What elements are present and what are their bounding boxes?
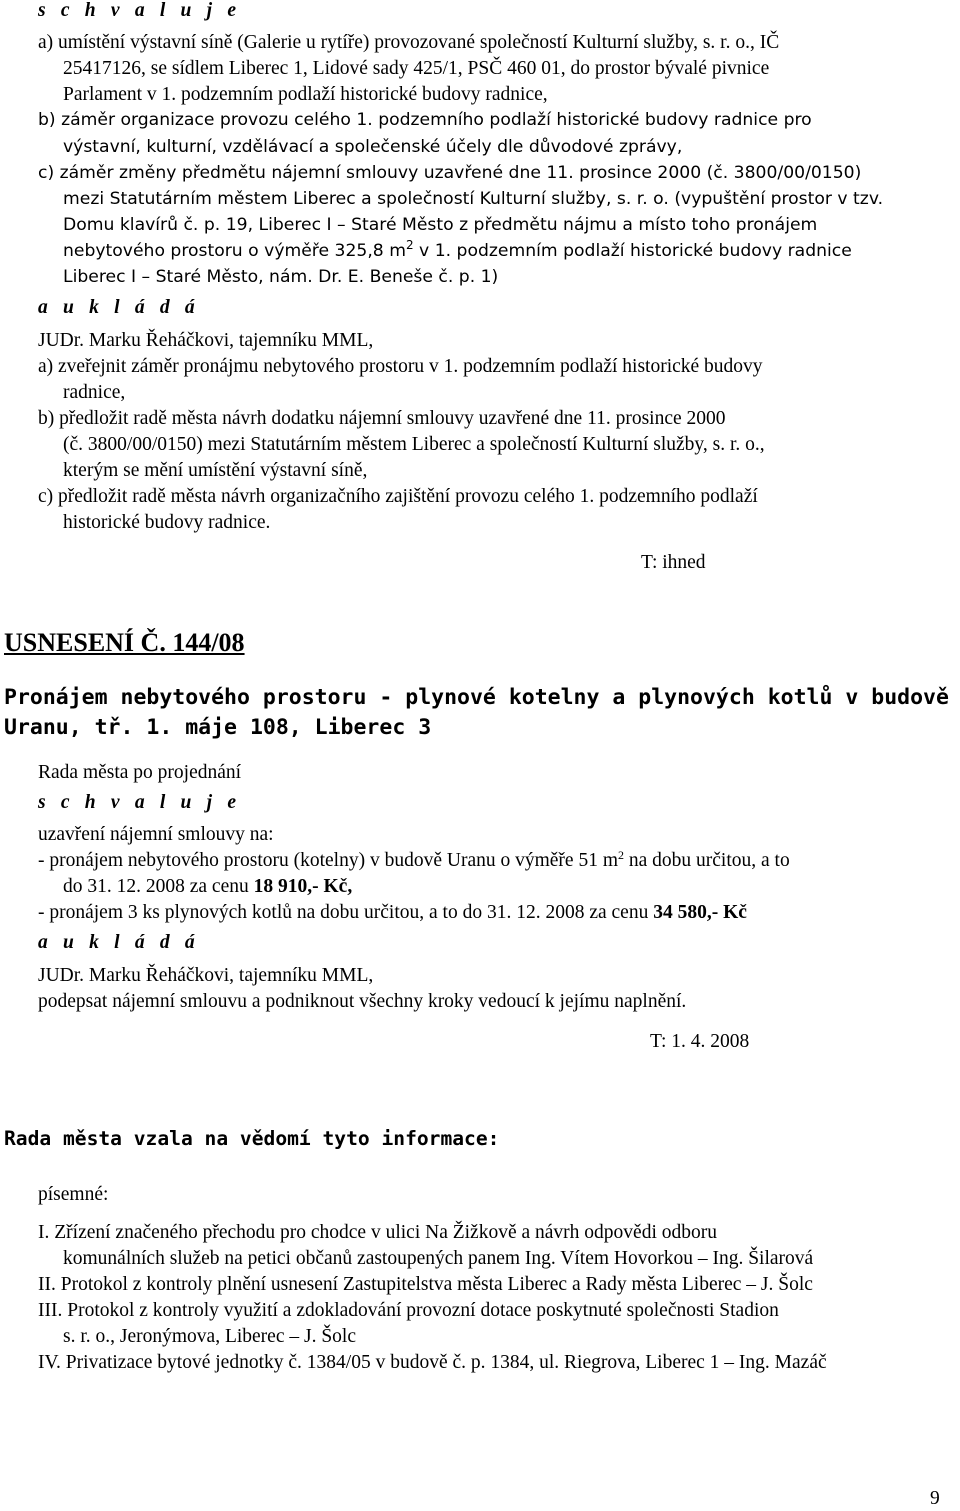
- text-line: JUDr. Marku Řeháčkovi, tajemníku MML,: [38, 965, 374, 986]
- text-line: JUDr. Marku Řeháčkovi, tajemníku MML,: [38, 330, 374, 351]
- list-item: II. Protokol z kontroly plnění usnesení Zastupitelstva města Liberec a Rady města Liberec – J. Šolc: [38, 1274, 813, 1295]
- list-item: III. Protokol z kontroly využití a zdokladování provozní dotace poskytnuté společnosti Stadion: [38, 1300, 779, 1321]
- text-line: b) záměr organizace provozu celého 1. podzemního podlaží historické budovy radnice pro: [38, 110, 812, 130]
- list-item: IV. Privatizace bytové jednotky č. 1384/05 v budově č. p. 1384, ul. Riegrova, Liberec 1 – Ing. Mazáč: [38, 1352, 827, 1373]
- text-line: mezi Statutárním městem Liberec a společností Kulturní služby, s. r. o. (vypuštění prostor v tzv.: [63, 189, 884, 209]
- resolution-subject: Uranu, tř. 1. máje 108, Liberec 3: [4, 715, 432, 740]
- orders-heading: a u k l á d á: [38, 297, 200, 318]
- page-number: 9: [930, 1488, 940, 1509]
- text-line: - pronájem 3 ks plynových kotlů na dobu určitou, a to do 31. 12. 2008 za cenu 34 580,- Kč: [38, 902, 747, 923]
- text-line: c) předložit radě města návrh organizačního zajištění provozu celého 1. podzemního podlaží: [38, 486, 758, 507]
- text-line: kterým se mění umístění výstavní síně,: [63, 460, 368, 481]
- text-line: uzavření nájemní smlouvy na:: [38, 824, 274, 845]
- text-line: Rada města po projednání: [38, 762, 242, 783]
- text-line: (č. 3800/00/0150) mezi Statutárním městem Liberec a společností Kulturní služby, s. r. o.,: [63, 434, 765, 455]
- text-line: b) předložit radě města návrh dodatku nájemní smlouvy uzavřené dne 11. prosince 2000: [38, 408, 726, 429]
- text-line: výstavní, kulturní, vzdělávací a společenské účely dle důvodové zprávy,: [63, 137, 683, 157]
- text-line: a) zveřejnit záměr pronájmu nebytového prostoru v 1. podzemním podlaží historické budovy: [38, 356, 763, 377]
- text-line: Domu klavírů č. p. 19, Liberec I – Staré Město z předmětu nájmu a místo toho pronájem: [63, 215, 818, 235]
- list-item: komunálních služeb na petici občanů zastoupených panem Ing. Vítem Hovorkou – Ing. Šilarová: [63, 1248, 814, 1269]
- text-line: a) umístění výstavní síně (Galerie u rytíře) provozované společností Kulturní služby, s. r. o., IČ: [38, 32, 780, 53]
- information-heading: Rada města vzala na vědomí tyto informace:: [4, 1127, 500, 1150]
- approves-heading: s c h v a l u j e: [38, 0, 242, 21]
- text-line: historické budovy radnice.: [63, 512, 271, 533]
- list-item: I. Zřízení značeného přechodu pro chodce v ulici Na Žižkově a návrh odpovědi odboru: [38, 1222, 717, 1243]
- list-item: s. r. o., Jeronýmova, Liberec – J. Šolc: [63, 1326, 356, 1347]
- deadline: T: ihned: [641, 552, 706, 573]
- resolution-title: USNESENÍ Č. 144/08: [4, 628, 245, 657]
- text-line: - pronájem nebytového prostoru (kotelny) v budově Uranu o výměře 51 $m^2$ na dobu určitou, a to: [38, 848, 790, 871]
- text-line: Parlament v 1. podzemním podlaží historické budovy radnice,: [63, 84, 548, 105]
- approves-heading: s c h v a l u j e: [38, 792, 242, 813]
- text-line: písemné:: [38, 1184, 109, 1205]
- text-line: podepsat nájemní smlouvu a podniknout všechny kroky vedoucí k jejímu naplnění.: [38, 991, 687, 1012]
- text-line: nebytového prostoru o výměře 325,8 $m^2$ v 1. podzemním podlaží historické budovy radnice: [63, 238, 852, 261]
- orders-heading: a u k l á d á: [38, 932, 200, 953]
- text-line: c) záměr změny předmětu nájemní smlouvy uzavřené dne 11. prosince 2000 (č. 3800/00/0150): [38, 163, 862, 183]
- text-line: do 31. 12. 2008 za cenu 18 910,- Kč,: [63, 876, 353, 897]
- resolution-subject: Pronájem nebytového prostoru - plynové kotelny a plynových kotlů v budově: [4, 685, 949, 710]
- text-line: 25417126, se sídlem Liberec 1, Lidové sady 425/1, PSČ 460 01, do prostor bývalé pivnice: [63, 58, 770, 79]
- deadline: T: 1. 4. 2008: [650, 1031, 750, 1052]
- text-line: radnice,: [63, 382, 126, 403]
- text-line: Liberec I – Staré Město, nám. Dr. E. Beneše č. p. 1): [63, 267, 499, 287]
